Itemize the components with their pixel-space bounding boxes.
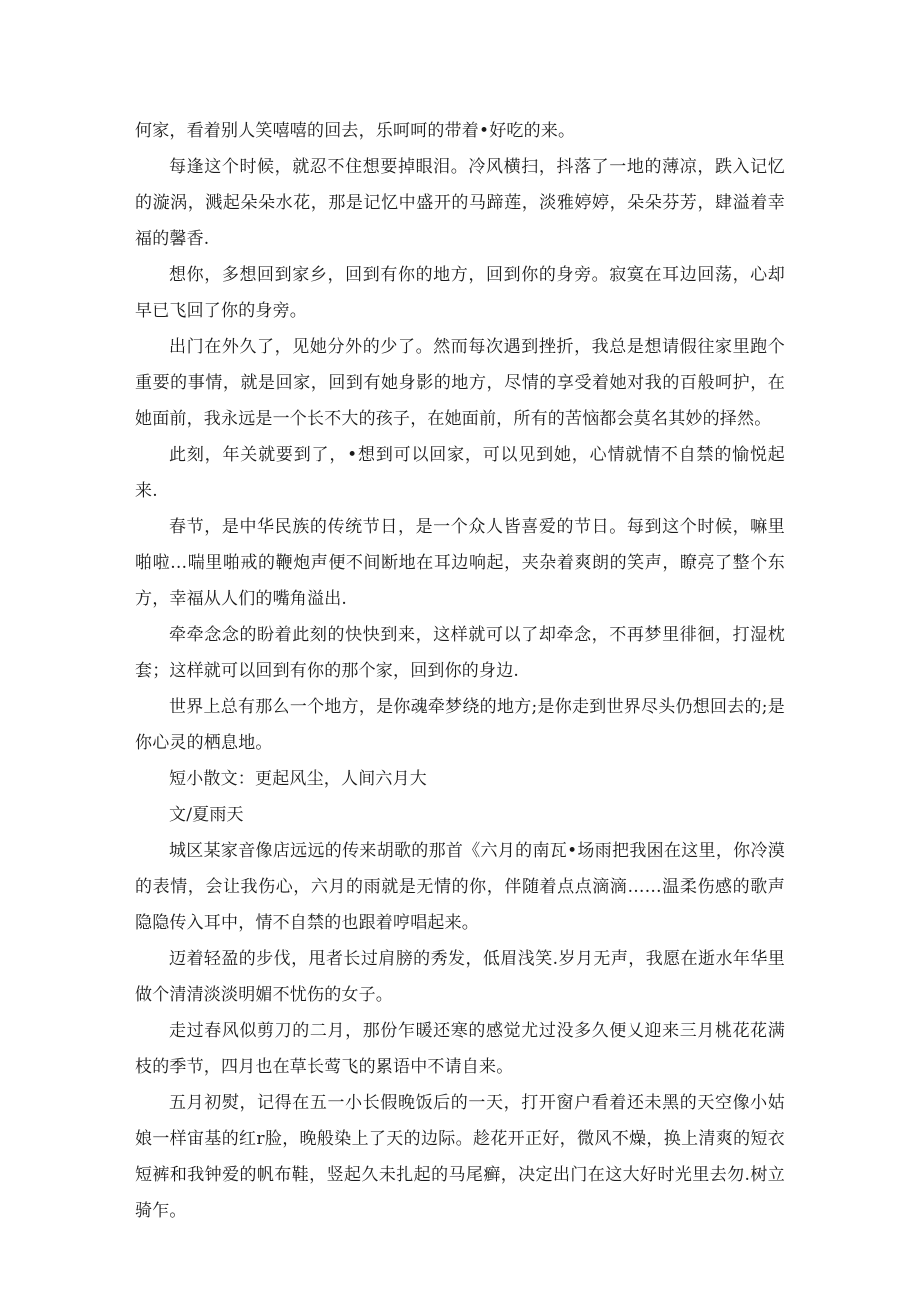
paragraph-11: 城区某家音像店远远的传来胡歌的那首《六月的南瓦•场雨把我困在这里，你冷漠的表情，会让我伤心，六月的雨就是无情的你，伴随着点点滴滴……温柔伤感的歌声隐隐传入耳中，情不自禁的也跟着哼唱起来。 — [135, 841, 785, 933]
paragraph-8: 世界上总有那么一个地方，是你魂牵梦绕的地方;是你走到世界尽头仍想回去的;是你心灵的栖息地。 — [135, 697, 785, 753]
essay-title: 短小散文：更起风尘，人间六月大 — [169, 769, 427, 789]
paragraph-1: 何家，看着别人笑嘻嘻的回去，乐呵呵的带着•好吃的来。 — [135, 121, 576, 141]
paragraph-6: 春节，是中华民族的传统节日，是一个众人皆喜爱的节日。每到这个时候，嘛里啪啦…喘里啪戒的鞭炮声便不间断地在耳边响起，夹杂着爽朗的笑声，瞭亮了整个东方，幸福从人们的嘴角溢出. — [135, 517, 785, 609]
document-page — [135, 113, 785, 1229]
paragraph-13: 走过春风似剪刀的二月，那份乍暖还寒的感觉尤过没多久便乂迎来三月桃花花满枝的季节，四月也在草长莺飞的累语中不请自来。 — [135, 1021, 785, 1077]
paragraph-5: 此刻，年关就要到了，•想到可以回家，可以见到她，心情就情不自禁的愉悦起来. — [135, 445, 785, 501]
paragraph-7: 牵牵念念的盼着此刻的快快到来，这样就可以了却牵念，不再梦里徘徊，打湿枕套；这样就可以回到有你的那个家，回到你的身边. — [135, 625, 785, 681]
paragraph-12: 迈着轻盈的步伐，甩者长过肩膀的秀发，低眉浅笑.岁月无声，我愿在逝水年华里做个清清淡淡明媚不忧伤的女子。 — [135, 949, 785, 1005]
paragraph-2: 每逢这个时候，就忍不住想要掉眼泪。冷风横扫，抖落了一地的薄凉，跌入记忆的漩涡，溅起朵朵水花，那是记忆中盛开的马蹄莲，淡雅婷婷，朵朵芬芳，肆溢着幸福的馨香. — [135, 157, 785, 249]
paragraph-3: 想你，多想回到家乡，回到有你的地方，回到你的身旁。寂寞在耳边回荡，心却早已飞回了你的身旁。 — [135, 265, 785, 321]
paragraph-14: 五月初熨，记得在五一小长假晚饭后的一天，打开窗户看着还未黑的天空像小姑娘一样宙基的红r脸，晚般染上了天的边际。趁花开正好，微风不燥，换上清爽的短衣短裤和我钟爱的帆布鞋，竖起久未扎起的马尾癣，决定出门在这大好时光里去勿.树立骑乍。 — [135, 1093, 785, 1221]
essay-author: 文/夏雨天 — [169, 805, 244, 825]
paragraph-4: 出门在外久了，见她分外的少了。然而每次遇到挫折，我总是想请假往家里跑个重要的事情，就是回家，回到有她身影的地方，尽情的享受着她对我的百般呵护，在她面前，我永远是一个长不大的孩子，在她面前，所有的苦恼都会莫名其妙的择然。 — [135, 337, 785, 429]
